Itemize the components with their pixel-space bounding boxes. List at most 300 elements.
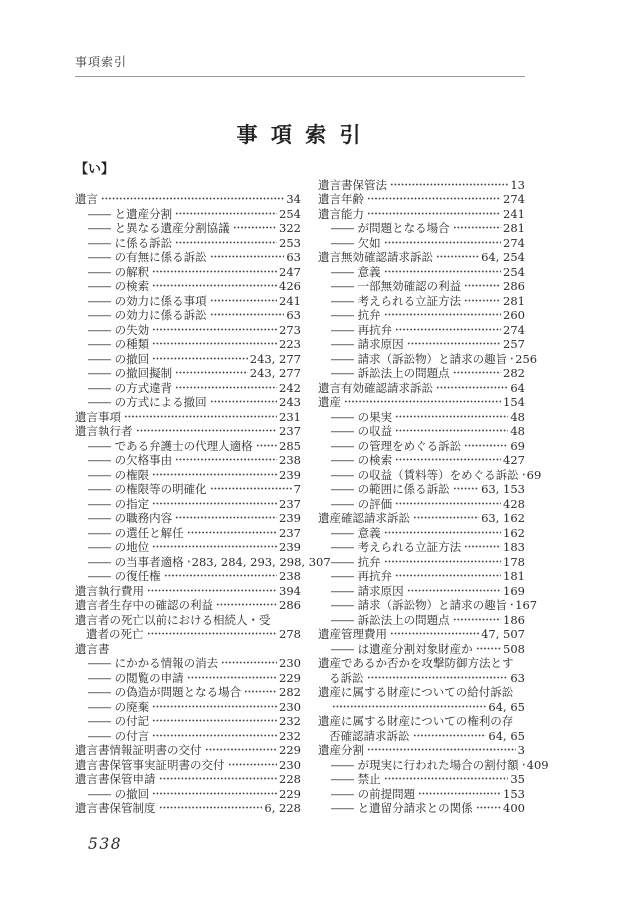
running-head: 事項索引 (75, 55, 128, 69)
leader-dots (152, 791, 277, 795)
index-entry (318, 671, 525, 686)
index-entry (318, 787, 525, 802)
entry-text: 遺言書情報証明書の交付 (75, 743, 202, 757)
index-entry (75, 613, 301, 628)
leader-dots (510, 356, 513, 360)
index-entry (318, 410, 525, 425)
leader-dots (453, 371, 501, 375)
entry-text: 否確認請求訴訟 (329, 728, 410, 743)
index-entry (75, 207, 301, 222)
leader-dots (175, 371, 248, 375)
leader-dots (384, 240, 501, 244)
entry-text: ―― 訴訟法上の問題点 (331, 366, 450, 380)
entry-text: ―― の地位 (88, 540, 150, 554)
entry-text: 遺産であるか否かを攻撃防御方法とす (318, 656, 514, 670)
index-entry (75, 729, 301, 744)
entry-page-number: 400 (503, 801, 525, 815)
entry-text: ―― の当事者適格 (88, 554, 184, 569)
entry-text: ―― の撤回 (88, 351, 150, 366)
index-entry (318, 221, 525, 236)
index-entry (318, 743, 525, 758)
entry-text: ―― の廃棄 (88, 699, 150, 714)
entry-text: ―― の検索 (331, 453, 393, 467)
leader-dots (187, 530, 277, 534)
index-entry (318, 439, 525, 454)
leader-dots (152, 284, 277, 288)
entry-text: ―― 意義 (331, 525, 381, 540)
entry-text: ―― である弁護士の代理人適格 (88, 438, 253, 453)
entry-text: ―― 意義 (331, 264, 381, 279)
index-entry (318, 467, 542, 483)
leader-dots (395, 414, 508, 418)
index-entry (318, 540, 525, 555)
index-left-column (75, 162, 331, 816)
entry-page-number: 282 (503, 366, 525, 380)
entry-text: ―― 再抗弁 (331, 569, 393, 583)
index-entry (318, 700, 525, 715)
entry-page-number: 232 (279, 714, 301, 728)
index-entry (75, 439, 301, 454)
entry-text: 遺言事項 (75, 409, 121, 424)
entry-text: 遺言年齢 (318, 192, 364, 206)
leader-dots (464, 298, 501, 302)
index-entry (318, 584, 525, 599)
leader-dots (418, 791, 501, 795)
leader-dots (152, 733, 277, 737)
entry-text: 遺言無効確認請求訴訟 (318, 250, 433, 264)
index-right-column (318, 163, 549, 816)
leader-dots (436, 385, 508, 389)
entry-page-number: 274 (503, 192, 525, 206)
index-entry (75, 700, 301, 715)
index-entry (318, 497, 525, 512)
entry-text: ―― の付記 (88, 714, 150, 728)
entry-page-number: 237 (279, 496, 301, 511)
index-entry (75, 468, 301, 483)
index-entry (75, 801, 301, 816)
entry-page-number: 231 (279, 409, 301, 424)
leader-dots (384, 559, 501, 563)
entry-page-number: 238 (279, 453, 301, 467)
entry-text: ―― の付言 (88, 728, 150, 743)
entry-page-number: 230 (279, 699, 301, 714)
index-entry (75, 598, 301, 613)
leader-dots (395, 574, 501, 578)
entry-page-number: 63 (510, 670, 525, 685)
entry-page-number: 394 (279, 583, 301, 598)
entry-page-number: 237 (279, 424, 301, 438)
entry-text: ―― の偽造が問題となる場合 (88, 685, 242, 699)
entry-page-number: 253 (279, 235, 301, 250)
leader-dots (367, 748, 516, 752)
leader-dots (175, 385, 277, 389)
entry-page-number: 243, 277 (249, 351, 301, 366)
entry-page-number: 63 (286, 250, 301, 264)
entry-page-number: 322 (279, 221, 301, 235)
entry-page-number: 254 (279, 206, 301, 221)
entry-page-number: 239 (279, 467, 301, 482)
entry-text: ―― 欠如 (331, 235, 381, 250)
index-entry (318, 453, 525, 468)
leader-dots (395, 501, 501, 505)
leader-dots (464, 443, 508, 447)
index-entry (318, 308, 525, 323)
entry-text: ―― の権限等の明確化 (88, 482, 207, 496)
index-entry (75, 236, 301, 251)
entry-text: ―― の失効 (88, 322, 150, 337)
index-entry (75, 337, 301, 352)
entry-page-number: 241 (503, 206, 525, 221)
entry-text: 遺産に属する財産についての給付訴訟 (318, 685, 514, 699)
entry-text: ―― と遺留分請求との関係 (331, 801, 473, 815)
entry-text: ―― の方式違背 (88, 380, 173, 395)
entry-page-number: 243, 277 (249, 366, 301, 380)
leader-dots (159, 777, 278, 781)
leader-dots (233, 226, 277, 230)
entry-page-number: 238 (279, 569, 301, 583)
entry-text: ―― の撤回擬制 (88, 366, 173, 380)
entry-page-number: 426 (279, 279, 301, 293)
entry-text: ―― の有無に係る訴訟 (88, 250, 207, 264)
index-entry (75, 410, 301, 425)
index-entry (318, 250, 525, 265)
entry-text: 遺言有効確認請求訴訟 (318, 380, 433, 395)
entry-page-number: 274 (503, 322, 525, 337)
leader-dots (384, 313, 501, 317)
entry-text: ―― 再抗弁 (331, 322, 393, 337)
entry-text: ―― 請求（訴訟物）と請求の趣旨 (331, 351, 508, 366)
leader-dots (152, 269, 277, 273)
leader-dots (384, 777, 509, 781)
leader-dots (367, 211, 501, 215)
entry-text: ―― の効力に係る事項 (88, 293, 207, 308)
leader-dots (522, 472, 525, 476)
entry-page-number: 232 (279, 728, 301, 743)
entry-page-number: 63 (286, 308, 301, 322)
leader-dots (175, 211, 277, 215)
index-entry (75, 584, 301, 599)
index-entry (318, 511, 525, 526)
entry-text: ―― の管理をめぐる訴訟 (331, 438, 462, 453)
entry-text: 遺言書 (75, 641, 110, 656)
leader-dots (159, 806, 263, 810)
index-entry (318, 337, 525, 352)
entry-text: ―― 禁止 (331, 772, 381, 786)
entry-page-number: 47, 507 (481, 627, 525, 641)
leader-dots (187, 675, 277, 679)
entry-text: 遺産確認請求訴訟 (318, 511, 410, 525)
leader-dots (413, 516, 479, 520)
leader-dots (395, 429, 508, 433)
index-entry (75, 279, 301, 294)
entry-page-number: 48 (510, 424, 525, 438)
section-marker: 【い】 (75, 162, 115, 177)
index-entry (318, 178, 525, 193)
leader-dots (464, 284, 501, 288)
index-entry (75, 395, 301, 410)
leader-dots (476, 806, 501, 810)
index-entry (318, 627, 525, 642)
entry-text: ―― 一部無効確認の利益 (331, 279, 462, 293)
leader-dots (210, 255, 285, 259)
entry-page-number: 13 (510, 177, 525, 192)
entry-page-number: 281 (503, 293, 525, 308)
entry-page-number: 427 (503, 453, 525, 467)
entry-text: ―― の復任権 (88, 569, 161, 583)
index-entry (75, 671, 301, 686)
leader-dots (407, 588, 501, 592)
leader-dots (210, 298, 277, 302)
index-entry (75, 482, 301, 497)
leader-dots (453, 487, 479, 491)
index-entry (318, 192, 525, 207)
index-entry (318, 279, 525, 294)
entry-page-number: 229 (279, 743, 301, 757)
leader-dots (244, 690, 277, 694)
leader-dots (390, 182, 508, 186)
index-entry (75, 453, 301, 468)
entry-text: ―― の解釈 (88, 264, 150, 279)
entry-text: ―― に係る訴訟 (88, 235, 173, 250)
entry-text: ―― 抗弁 (331, 554, 381, 569)
entry-page-number: 282 (279, 685, 301, 699)
index-entry (75, 714, 301, 729)
entry-page-number: 428 (503, 496, 525, 511)
index-entry (75, 685, 301, 700)
leader-dots (367, 675, 509, 679)
leader-dots (436, 255, 479, 259)
leader-dots (187, 559, 190, 563)
entry-page-number: 286 (279, 598, 301, 612)
index-entry (318, 526, 525, 541)
leader-dots (332, 704, 486, 708)
entry-text: 遺産 (318, 395, 341, 409)
entry-text: ―― の撤回 (88, 786, 150, 801)
index-entry (75, 323, 301, 338)
entry-page-number: 183 (503, 540, 525, 554)
leader-dots (210, 400, 277, 404)
leader-dots (510, 603, 513, 607)
header-rule (75, 76, 525, 77)
entry-page-number: 286 (503, 279, 525, 293)
entry-text: 遺言 (75, 192, 98, 206)
entry-text: 遺言書保管法 (318, 177, 387, 192)
leader-dots (152, 356, 248, 360)
entry-text: 遺産管理費用 (318, 627, 387, 641)
index-entry (75, 265, 301, 280)
entry-page-number: 281 (503, 221, 525, 235)
leader-dots (216, 603, 277, 607)
entry-text: ―― 考えられる立証方法 (331, 293, 462, 308)
entry-page-number: 34 (286, 192, 301, 206)
entry-text: ―― の評価 (331, 496, 393, 511)
index-entry (318, 613, 525, 628)
entry-page-number: 69 (510, 438, 525, 453)
entry-page-number: 273 (279, 322, 301, 337)
entry-text: ―― の収益 (331, 424, 393, 438)
leader-dots (152, 545, 277, 549)
entry-text: 遺者の死亡 (86, 627, 144, 641)
entry-page-number: 242 (279, 380, 301, 395)
index-entry (75, 381, 301, 396)
entry-page-number: 257 (503, 337, 525, 351)
entry-page-number: 409 (526, 757, 549, 772)
entry-text: ―― の果実 (331, 409, 393, 424)
index-entry (75, 192, 301, 207)
entry-text: ―― 訴訟法上の問題点 (331, 612, 450, 627)
entry-text: ―― の収益（賃料等）をめぐる訴訟 (331, 467, 519, 482)
entry-page-number: 223 (279, 337, 301, 351)
index-entry (318, 598, 538, 613)
entry-page-number: 285 (279, 438, 301, 453)
leader-dots (464, 545, 501, 549)
entry-page-number: 243 (279, 395, 301, 409)
index-entry (318, 555, 525, 570)
entry-text: ―― の範囲に係る訴訟 (331, 482, 450, 496)
entry-text: 遺言執行者 (75, 424, 133, 438)
entry-page-number: 64, 254 (481, 250, 525, 264)
index-entry (75, 554, 331, 570)
entry-text: ―― の閲覧の申請 (88, 670, 184, 685)
entry-page-number: 237 (279, 525, 301, 540)
index-entry (75, 569, 301, 584)
index-entry (75, 772, 301, 787)
index-entry (318, 685, 525, 700)
entry-page-number: 162 (503, 525, 525, 540)
leader-dots (395, 327, 501, 331)
leader-dots (384, 530, 501, 534)
index-entry (75, 642, 301, 657)
entry-text: 遺言書保管事実証明書の交付 (75, 757, 225, 772)
leader-dots (367, 197, 501, 201)
index-entry (75, 497, 301, 512)
entry-page-number: 178 (503, 554, 525, 569)
index-entry (318, 424, 525, 439)
leader-dots (152, 342, 277, 346)
leader-dots (413, 733, 487, 737)
entry-page-number: 64, 65 (488, 699, 525, 714)
index-columns (75, 162, 549, 816)
index-entry (318, 351, 538, 367)
leader-dots (210, 313, 285, 317)
left-column-entries (75, 192, 331, 816)
index-entry (75, 526, 301, 541)
index-entry (75, 627, 301, 642)
index-entry (75, 743, 301, 758)
index-entry (318, 569, 525, 584)
entry-page-number: 35 (510, 772, 525, 786)
leader-dots (476, 646, 501, 650)
entry-text: ―― の選任と解任 (88, 525, 184, 540)
leader-dots (395, 458, 501, 462)
index-entry (318, 236, 525, 251)
entry-page-number: 254 (503, 264, 525, 279)
leader-dots (205, 748, 278, 752)
entry-text: ―― が問題となる場合 (331, 221, 450, 235)
index-entry (75, 787, 301, 802)
entry-page-number: 274 (503, 235, 525, 250)
entry-text: ―― の権限 (88, 467, 150, 482)
entry-text: ―― 請求原因 (331, 337, 404, 351)
index-entry (318, 656, 525, 671)
index-entry (75, 250, 301, 265)
entry-page-number: 64 (510, 380, 525, 395)
entry-page-number: 6, 228 (264, 801, 301, 815)
entry-text: ―― の職務内容 (88, 511, 173, 525)
entry-text: 遺言能力 (318, 206, 364, 221)
index-entry (318, 801, 525, 816)
entry-page-number: 3 (517, 743, 525, 757)
index-entry (318, 772, 525, 787)
page-number-footer: 538 (88, 835, 123, 853)
index-entry (75, 511, 301, 526)
entry-page-number: 230 (279, 757, 301, 772)
entry-text: 遺産に属する財産についての権利の存 (318, 714, 514, 728)
entry-page-number: 229 (279, 670, 301, 685)
index-entry (75, 308, 301, 323)
entry-page-number: 63, 162 (481, 511, 525, 525)
entry-page-number: 260 (503, 308, 525, 322)
entry-text: ―― と遺産分割 (88, 206, 173, 221)
leader-dots (256, 443, 277, 447)
leader-dots (147, 632, 278, 636)
entry-page-number: 508 (503, 641, 525, 656)
index-entry (318, 294, 525, 309)
index-entry (318, 323, 525, 338)
index-entry (75, 294, 301, 309)
index-entry (318, 207, 525, 222)
entry-page-number: 154 (503, 395, 525, 409)
index-entry (75, 424, 301, 439)
leader-dots (101, 197, 284, 201)
entry-text: 遺言執行費用 (75, 583, 144, 598)
entry-text: 遺言書保管申請 (75, 772, 156, 786)
leader-dots (152, 704, 277, 708)
leader-dots (124, 414, 277, 418)
entry-page-number: 278 (279, 627, 301, 641)
entry-text: ―― の前提問題 (331, 786, 416, 801)
entry-page-number: 7 (293, 482, 301, 496)
entry-page-number: 181 (503, 569, 525, 583)
index-entry (75, 540, 301, 555)
leader-dots (136, 429, 278, 433)
index-entry (318, 714, 525, 729)
entry-text: ―― にかかる情報の消去 (88, 656, 219, 670)
entry-page-number: 69 (526, 467, 542, 482)
entry-page-number: 48 (510, 409, 525, 424)
right-column-entries (318, 177, 549, 816)
index-entry (318, 395, 525, 410)
leader-dots (228, 762, 278, 766)
entry-page-number: 239 (279, 511, 301, 525)
entry-text: ―― の検索 (88, 279, 150, 293)
entry-text: 遺言者の死亡以前における相続人・受 (75, 612, 271, 627)
index-entry (75, 352, 301, 367)
leader-dots (453, 617, 501, 621)
entry-page-number: 230 (279, 656, 301, 670)
entry-text: 遺言書保管制度 (75, 801, 156, 815)
index-entry (318, 729, 525, 744)
entry-page-number: 241 (279, 293, 301, 308)
entry-text: ―― の種類 (88, 337, 150, 351)
leader-dots (221, 661, 277, 665)
index-entry (318, 381, 525, 396)
index-entry (75, 758, 301, 773)
leader-dots (453, 226, 501, 230)
leader-dots (175, 516, 277, 520)
leader-dots (210, 487, 292, 491)
entry-text: ―― と異なる遺産分割協議 (88, 221, 230, 235)
